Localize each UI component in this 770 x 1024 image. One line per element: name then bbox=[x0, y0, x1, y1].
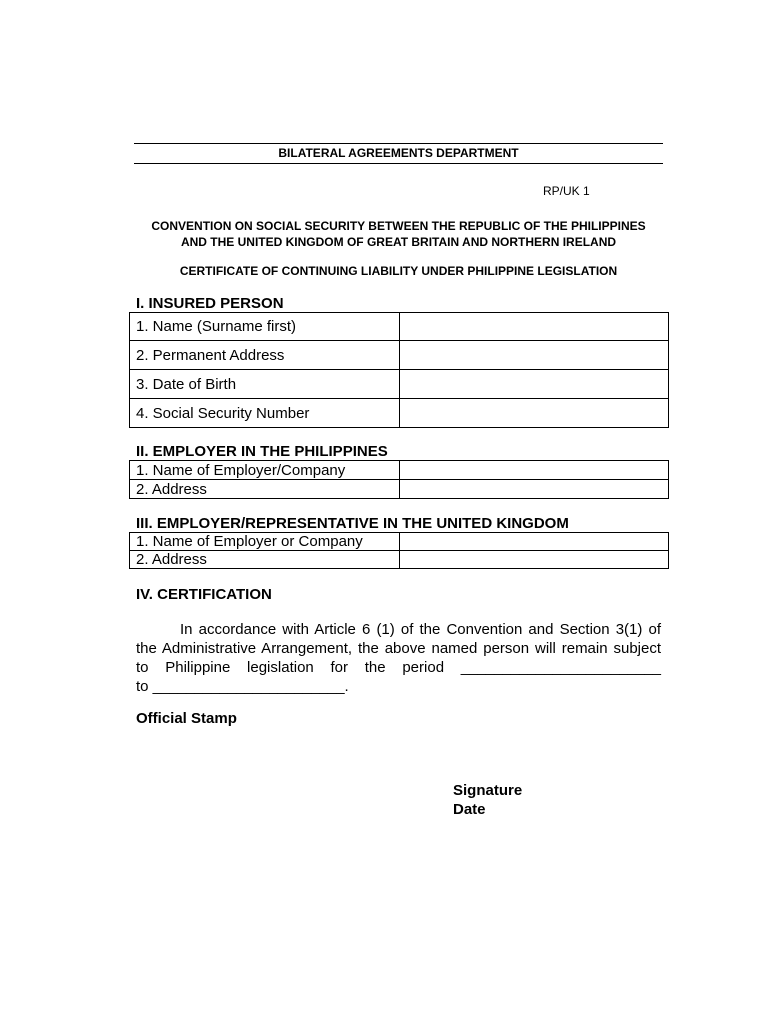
convention-line-1: CONVENTION ON SOCIAL SECURITY BETWEEN THE REPUBLIC OF THE PHILIPPINES bbox=[151, 219, 646, 233]
section-certification-heading: IV. CERTIFICATION bbox=[136, 586, 272, 603]
convention-line-2: AND THE UNITED KINGDOM OF GREAT BRITAIN AND NORTHERN IRELAND bbox=[180, 235, 617, 249]
convention-title bbox=[134, 218, 663, 250]
employer-uk-name-input[interactable] bbox=[399, 533, 668, 551]
paragraph-line-4: to _______________________. bbox=[136, 678, 349, 695]
date-of-birth-input[interactable] bbox=[399, 370, 668, 399]
certificate-title: CERTIFICATE OF CONTINUING LIABILITY UNDER PHILIPPINE LEGISLATION bbox=[179, 264, 618, 278]
section-employer-ph-heading: II. EMPLOYER IN THE PHILIPPINES bbox=[136, 443, 388, 460]
table-row bbox=[130, 461, 669, 480]
table-row bbox=[130, 370, 669, 399]
name-input[interactable] bbox=[399, 313, 668, 341]
official-stamp-label: Official Stamp bbox=[136, 710, 237, 727]
employer-ph-address-input[interactable] bbox=[399, 480, 668, 499]
field-label-employer-name: 1. Name of Employer/Company bbox=[130, 461, 400, 480]
signature-label: Signature bbox=[453, 782, 523, 799]
department-title: BILATERAL AGREEMENTS DEPARTMENT bbox=[134, 143, 663, 164]
field-label-uk-address: 2. Address bbox=[130, 551, 400, 569]
employer-ph-name-input[interactable] bbox=[399, 461, 668, 480]
field-label-name: 1. Name (Surname first) bbox=[130, 313, 400, 341]
insured-person-table bbox=[129, 312, 669, 428]
table-row bbox=[130, 480, 669, 499]
employer-uk-table bbox=[129, 532, 669, 569]
field-label-uk-employer-name: 1. Name of Employer or Company bbox=[130, 533, 400, 551]
signature-block bbox=[453, 781, 522, 819]
paragraph-line-1: In accordance with Article 6 (1) of the Convention and Section 3(1) of bbox=[180, 621, 661, 638]
table-row bbox=[130, 313, 669, 341]
ssn-input[interactable] bbox=[399, 399, 668, 428]
certification-paragraph bbox=[136, 620, 661, 696]
field-label-birth-date: 3. Date of Birth bbox=[130, 370, 400, 399]
field-label-ssn: 4. Social Security Number bbox=[130, 399, 400, 428]
table-row bbox=[130, 341, 669, 370]
date-label: Date bbox=[453, 801, 486, 818]
paragraph-line-2: the Administrative Arrangement, the above named person will remain subject bbox=[136, 640, 661, 657]
section-insured-person-heading: I. INSURED PERSON bbox=[136, 295, 284, 312]
table-row bbox=[130, 533, 669, 551]
field-label-address: 2. Permanent Address bbox=[130, 341, 400, 370]
form-code: RP/UK 1 bbox=[543, 184, 590, 198]
permanent-address-input[interactable] bbox=[399, 341, 668, 370]
field-label-employer-address: 2. Address bbox=[130, 480, 400, 499]
table-row bbox=[130, 399, 669, 428]
section-employer-uk-heading: III. EMPLOYER/REPRESENTATIVE IN THE UNITED KINGDOM bbox=[136, 515, 569, 532]
table-row bbox=[130, 551, 669, 569]
employer-uk-address-input[interactable] bbox=[399, 551, 668, 569]
employer-ph-table bbox=[129, 460, 669, 499]
paragraph-line-3: to Philippine legislation for the period ________________________ bbox=[136, 659, 661, 676]
